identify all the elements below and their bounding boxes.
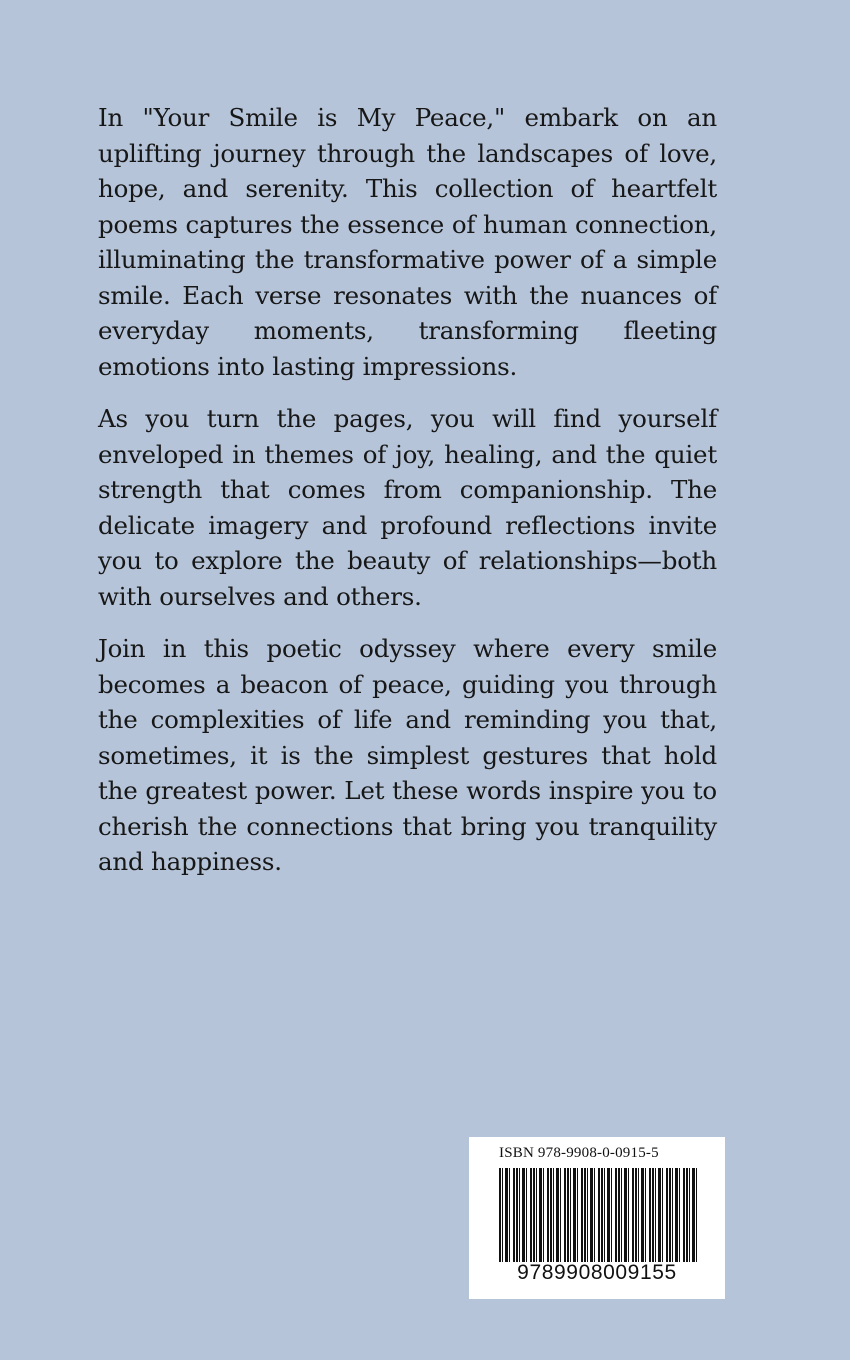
blurb-paragraph-1: In "Your Smile is My Peace," embark on an uplifting journey through the landscapes of love, hope, and serenity. This collection of heartfelt poems captures the essence of human connection, illuminating the transformative power of a simple smile. Each verse resonates with the nuances of everyday moments, transforming fleeting emotions into lasting impressions. [98,103,717,381]
barcode-digits: 9789908009155 [517,1261,677,1284]
barcode-image [499,1168,699,1262]
blurb-paragraph-3: Join in this poetic odyssey where every smile becomes a beacon of peace, guiding you through the complexities of life and reminding you that, sometimes, it is the simplest gestures that hold the greatest power. Let these words inspire you to cherish the connections that bring you tranquility and happiness. [98,634,717,876]
back-cover-blurb [98,100,717,897]
isbn-label: ISBN 978-9908-0-0915-5 [499,1145,659,1161]
barcode-bars [499,1168,699,1262]
blurb-paragraph-2: As you turn the pages, you will find yourself enveloped in themes of joy, healing, and the quiet strength that comes from companionship. The delicate imagery and profound reflections invite you to explore the beauty of relationships—both with ourselves and others. [98,404,717,611]
isbn-barcode-block [469,1137,725,1299]
